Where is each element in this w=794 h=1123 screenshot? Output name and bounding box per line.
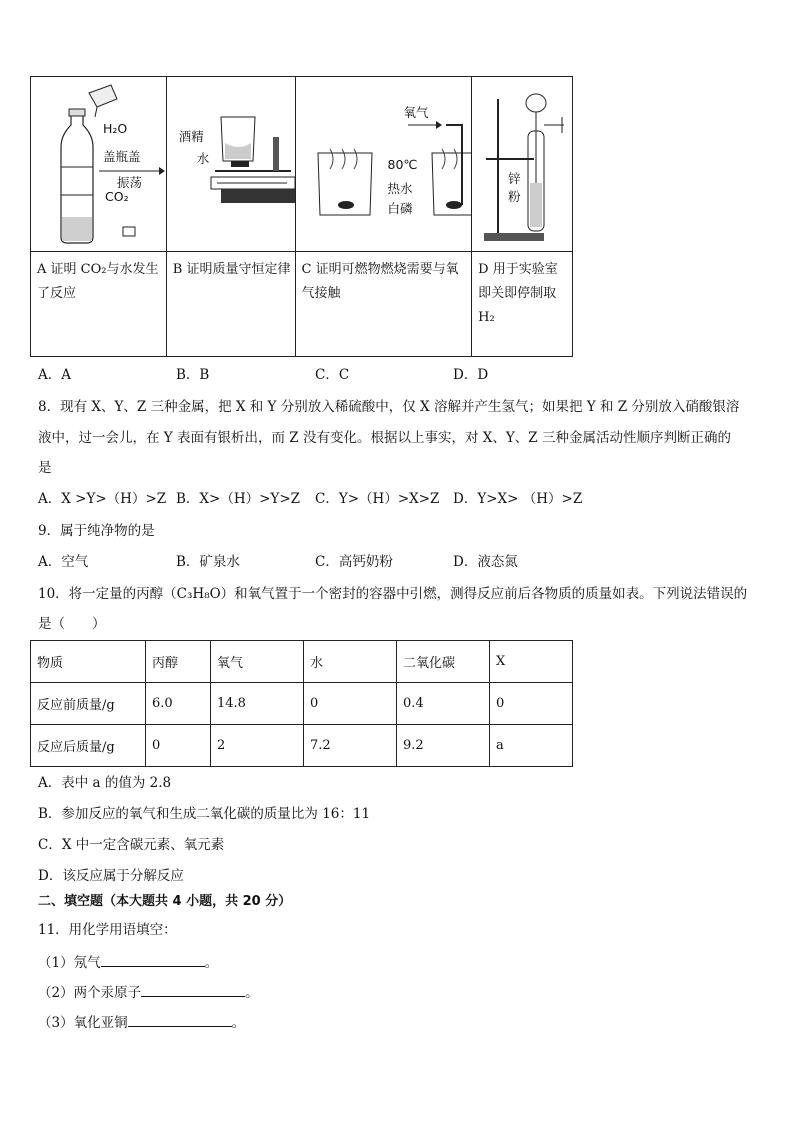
mass-table-cell: 0	[304, 683, 397, 725]
fig-c-hot-water-label: 热水	[387, 181, 413, 196]
q10-option-a[interactable]: A．表中 a 的值为 2.8	[38, 775, 172, 791]
figure-a-cell	[31, 77, 167, 252]
fig-d-zinc-label-1: 锌	[508, 171, 521, 186]
figure-c-cell	[295, 77, 472, 252]
q9-option-c[interactable]: C．高钙奶粉	[315, 554, 393, 570]
mass-table-cell: 反应前质量/g	[31, 683, 146, 725]
mass-table-cell: a	[490, 725, 573, 767]
fig-b-alcohol-label: 酒精	[178, 129, 204, 144]
q7-option-c[interactable]: C．C	[315, 367, 350, 383]
mass-table-cell: 0.4	[397, 683, 490, 725]
caption-d: D 用于实验室即关即停制取 H₂	[472, 252, 573, 357]
q11-item-3-label: （3）氧化亚铜	[38, 1015, 128, 1031]
q7-option-b[interactable]: B．B	[176, 367, 210, 383]
q11-item-1-label: （1）氖气	[38, 955, 101, 971]
q8-option-a[interactable]: A．X >Y>（H）>Z	[38, 491, 167, 507]
fig-c-oxygen-label: 氧气	[403, 105, 429, 120]
q7-options	[38, 365, 488, 385]
q11-answer-blank-2[interactable]	[141, 982, 245, 997]
q10-option-b[interactable]: B．参加反应的氧气和生成二氧化碳的质量比为 16：11	[38, 806, 371, 822]
mass-table-header: X	[490, 641, 573, 683]
q7-option-a[interactable]: A．A	[38, 367, 71, 383]
mass-table-cell: 0	[146, 725, 211, 767]
fig-a-shake-label: 振荡	[117, 175, 143, 190]
q8-option-d[interactable]: D．Y>X> （H）>Z	[453, 491, 583, 507]
q10-option-d[interactable]: D．该反应属于分解反应	[38, 868, 184, 884]
q11-item-2-end: 。	[245, 985, 259, 1001]
q10-stem-line-2: 是（ ）	[38, 616, 106, 632]
mass-table-row	[31, 683, 573, 725]
q10-option-c[interactable]: C．X 中一定含碳元素、氧元素	[38, 837, 225, 853]
q11-item-3	[38, 1012, 245, 1033]
caption-a: A 证明 CO₂与水发生了反应	[31, 252, 167, 357]
mass-table-header: 丙醇	[146, 641, 211, 683]
q11-item-3-end: 。	[231, 1015, 246, 1031]
figure-b-cell	[166, 77, 295, 252]
q11-stem: 11．用化学用语填空：	[38, 922, 177, 938]
mass-table-cell: 反应后质量/g	[31, 725, 146, 767]
fig-d-zinc-label-2: 粉	[508, 189, 521, 204]
mass-table-cell: 2	[211, 725, 304, 767]
mass-table-cell: 14.8	[211, 683, 304, 725]
experiment-table	[30, 76, 573, 357]
q8-stem-line-1: 8．现有 X、Y、Z 三种金属，把 X 和 Y 分别放入稀硫酸中，仅 X 溶解并产生氢气；如果把 Y 和 Z 分别放入硝酸银溶	[38, 399, 740, 415]
fig-b-water-label: 水	[196, 151, 210, 166]
q8-options	[38, 489, 582, 509]
fig-a-water-label: H₂O	[103, 121, 128, 136]
caption-b: B 证明质量守恒定律	[166, 252, 295, 357]
q11-item-2-label: （2）两个汞原子	[38, 985, 142, 1001]
mass-table-cell: 9.2	[397, 725, 490, 767]
mass-table-cell: 6.0	[146, 683, 211, 725]
figure-d-apparatus-illustration	[472, 77, 572, 251]
q9-options	[38, 552, 518, 572]
figure-d-cell	[472, 77, 573, 252]
q9-option-d[interactable]: D．液态氮	[453, 554, 518, 570]
mass-table-header: 二氧化碳	[397, 641, 490, 683]
figure-a-bottle-illustration	[31, 77, 166, 251]
q8-stem-line-3: 是	[38, 460, 52, 476]
mass-table-header: 物质	[31, 641, 146, 683]
q11-answer-blank-3[interactable]	[128, 1012, 232, 1027]
q11-item-2	[38, 982, 259, 1003]
figure-c-beakers-illustration	[296, 77, 472, 251]
q10-stem-line-1: 10．将一定量的丙醇（C₃H₈O）和氧气置于一个密封的容器中引燃，测得反应前后各物质的质量如表。下列说法错误的	[38, 586, 748, 602]
fig-a-co2-label: CO₂	[105, 189, 129, 204]
q11-item-1-end: 。	[204, 955, 219, 971]
mass-table-cell: 0	[490, 683, 573, 725]
mass-table-header: 水	[304, 641, 397, 683]
figure-b-balance-illustration	[167, 77, 295, 251]
mass-table-row	[31, 725, 573, 767]
mass-table-header-row	[31, 641, 573, 683]
mass-table-header: 氧气	[211, 641, 304, 683]
fig-c-temp-label: 80℃	[387, 157, 418, 172]
q7-option-d[interactable]: D．D	[453, 367, 489, 383]
q8-option-b[interactable]: B．X>（H）>Y>Z	[176, 491, 301, 507]
q11-item-1	[38, 952, 218, 973]
caption-c: C 证明可燃物燃烧需要与氧气接触	[295, 252, 472, 357]
mass-table	[30, 640, 573, 767]
fig-a-cap-label: 盖瓶盖	[103, 149, 141, 164]
q9-stem: 9．属于纯净物的是	[38, 523, 155, 539]
q8-option-c[interactable]: C．Y>（H）>X>Z	[315, 491, 440, 507]
q9-option-b[interactable]: B．矿泉水	[176, 554, 240, 570]
q8-stem-line-2: 液中，过一会儿，在 Y 表面有银析出，而 Z 没有变化。根据以上事实，对 X、Y、Z 三种金属活动性顺序判断正确的	[38, 430, 731, 446]
fig-c-white-p-label: 白磷	[387, 201, 413, 216]
q9-option-a[interactable]: A．空气	[38, 554, 89, 570]
section-2-title: 二、填空题（本大题共 4 小题，共 20 分）	[38, 894, 292, 909]
mass-table-cell: 7.2	[304, 725, 397, 767]
q11-answer-blank-1[interactable]	[101, 952, 205, 967]
